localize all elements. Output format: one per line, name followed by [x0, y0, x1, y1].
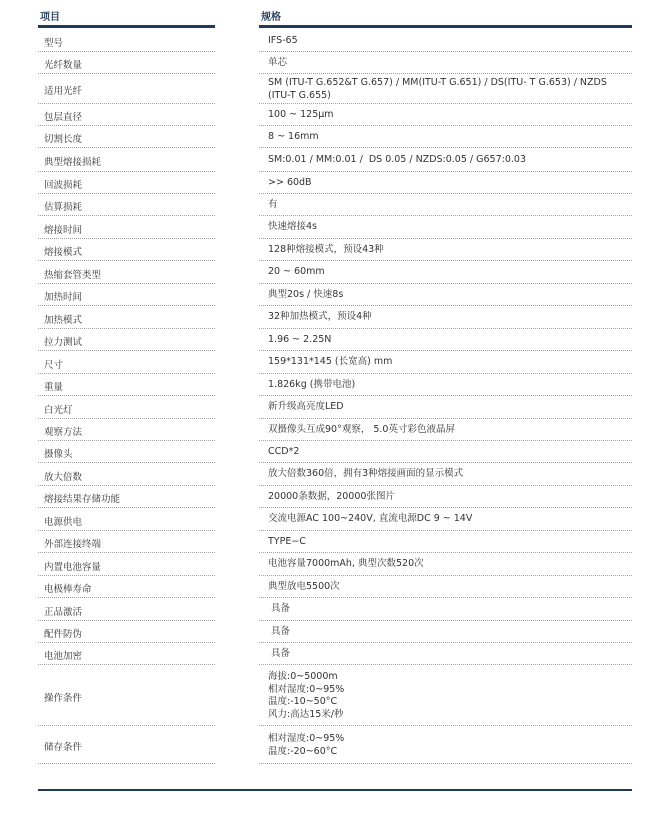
header-spec: 规格	[261, 12, 281, 23]
row-value	[268, 35, 628, 48]
value-line: 典型放电5500次	[268, 581, 340, 592]
row-label: 包层直径	[44, 112, 83, 123]
row-value	[268, 626, 628, 639]
footer-rule	[38, 789, 632, 791]
row-value	[268, 603, 628, 616]
row-value	[268, 513, 628, 526]
row-label: 储存条件	[44, 742, 83, 753]
value-line: 8 ~ 16mm	[268, 131, 319, 142]
table-row	[38, 148, 632, 172]
value-line: 相对湿度:0~95%	[268, 733, 345, 744]
value-line: 1.96 ~ 2.25N	[268, 334, 332, 345]
row-value	[268, 401, 628, 414]
row-label: 热缩套管类型	[44, 270, 102, 281]
table-row	[38, 194, 632, 216]
value-line: 具备	[268, 648, 291, 659]
value-line: 单芯	[268, 57, 288, 68]
row-value	[268, 581, 628, 594]
value-line: 海拔:0~5000m	[268, 671, 338, 682]
value-line: 双摄像头互成90°观察， 5.0英寸彩色液晶屏	[268, 424, 455, 435]
row-value	[268, 154, 628, 167]
value-line: 快速熔接4s	[268, 221, 317, 232]
row-label: 加热时间	[44, 292, 83, 303]
row-label: 电源供电	[44, 517, 83, 528]
table-row	[38, 351, 632, 374]
value-line: 100 ~ 125μm	[268, 109, 334, 120]
table-row	[38, 30, 632, 52]
row-value	[268, 671, 628, 721]
value-line: CCD*2	[268, 446, 300, 457]
table-row	[38, 576, 632, 598]
row-label: 适用光纤	[44, 86, 83, 97]
row-label: 配件防伪	[44, 629, 83, 640]
row-value	[268, 334, 628, 347]
value-line: >> 60dB	[268, 177, 312, 188]
row-value	[268, 311, 628, 324]
row-value	[268, 199, 628, 212]
row-value	[268, 558, 628, 571]
table-row	[38, 726, 632, 764]
row-value	[268, 244, 628, 257]
table-row	[38, 374, 632, 396]
table-row	[38, 553, 632, 576]
row-value	[268, 266, 628, 279]
row-label: 熔接时间	[44, 225, 83, 236]
row-value	[268, 446, 628, 459]
table-header	[38, 0, 632, 30]
row-label: 尺寸	[44, 360, 64, 371]
value-line: 159*131*145 (长宽高) mm	[268, 356, 393, 367]
row-value	[268, 77, 628, 102]
value-line: 典型20s / 快速8s	[268, 289, 344, 300]
value-line: 交流电源AC 100~240V, 直流电源DC 9 ~ 14V	[268, 513, 473, 524]
table-row	[38, 104, 632, 126]
row-label: 熔接结果存储功能	[44, 494, 121, 505]
value-line: 具备	[268, 603, 291, 614]
value-line: TYPE−C	[268, 536, 306, 547]
value-line: 温度:-20~60°C	[268, 745, 338, 757]
row-value	[268, 648, 628, 661]
row-value	[268, 733, 628, 758]
table-row	[38, 126, 632, 148]
row-value	[268, 424, 628, 437]
table-row	[38, 74, 632, 104]
value-line: (ITU-T G.655)	[268, 89, 331, 101]
value-line: 相对湿度:0~95%	[268, 683, 345, 695]
table-row	[38, 508, 632, 531]
table-row	[38, 284, 632, 306]
table-row	[38, 643, 632, 665]
table-row	[38, 665, 632, 726]
value-line: SM:0.01 / MM:0.01 / DS 0.05 / NZDS:0.05 / G657:0.03	[268, 154, 526, 165]
row-value	[268, 379, 628, 392]
value-line: 20000条数据，20000张图片	[268, 491, 395, 502]
row-label: 白光灯	[44, 405, 73, 416]
row-label: 放大倍数	[44, 472, 83, 483]
value-line: 具备	[268, 626, 291, 637]
header-rule-right	[259, 25, 632, 28]
row-label: 电极棒寿命	[44, 584, 92, 595]
row-value	[268, 289, 628, 302]
table-row	[38, 463, 632, 486]
table-row	[38, 598, 632, 621]
row-value	[268, 109, 628, 122]
row-value	[268, 491, 628, 504]
spec-table	[38, 0, 632, 764]
row-label: 加热模式	[44, 315, 83, 326]
header-rule-left	[38, 25, 215, 28]
row-value	[268, 177, 628, 190]
row-divider	[38, 763, 215, 764]
row-label: 回波损耗	[44, 180, 83, 191]
row-label: 光纤数量	[44, 60, 83, 71]
table-row	[38, 52, 632, 74]
value-line: 温度:-10~50°C	[268, 696, 338, 707]
row-label: 重量	[44, 382, 64, 393]
row-label: 内置电池容量	[44, 562, 102, 573]
table-row	[38, 396, 632, 419]
row-value	[268, 57, 628, 70]
row-label: 熔接模式	[44, 247, 83, 258]
table-row	[38, 441, 632, 463]
row-value	[268, 468, 628, 481]
table-row	[38, 531, 632, 553]
row-label: 典型熔接损耗	[44, 157, 102, 168]
table-row	[38, 329, 632, 351]
value-line: 放大倍数360倍，拥有3种熔接画面的显示模式	[268, 468, 464, 479]
value-line: 电池容量7000mAh, 典型次数520次	[268, 558, 424, 569]
table-row	[38, 486, 632, 508]
value-line: 20 ~ 60mm	[268, 266, 325, 277]
row-value	[268, 536, 628, 549]
row-value	[268, 356, 628, 369]
table-row	[38, 261, 632, 284]
row-label: 摄像头	[44, 449, 73, 460]
row-value	[268, 221, 628, 234]
row-label: 电池加密	[44, 651, 83, 662]
value-line: SM (ITU-T G.652&T G.657) / MM(ITU-T G.651) / DS(ITU- T G.653) / NZDS	[268, 77, 607, 88]
table-row	[38, 239, 632, 261]
table-row	[38, 621, 632, 643]
row-label: 操作条件	[44, 693, 83, 704]
value-line: 128种熔接模式，预设43种	[268, 244, 384, 255]
value-line: 风力:高达15米/秒	[268, 708, 344, 720]
row-label: 估算损耗	[44, 202, 83, 213]
value-line: 新升级高亮度LED	[268, 401, 344, 412]
value-line: 1.826kg (携带电池)	[268, 379, 356, 390]
value-line: 有	[268, 199, 278, 210]
row-label: 拉力测试	[44, 337, 83, 348]
row-label: 正品激活	[44, 607, 83, 618]
value-line: 32种加热模式，预设4种	[268, 311, 372, 322]
row-label: 切割长度	[44, 134, 83, 145]
row-label: 外部连接终端	[44, 539, 102, 550]
row-divider	[259, 763, 632, 764]
table-body	[38, 30, 632, 764]
table-row	[38, 306, 632, 329]
table-row	[38, 419, 632, 441]
header-item: 项目	[40, 12, 60, 23]
row-label: 观察方法	[44, 427, 83, 438]
table-row	[38, 216, 632, 239]
row-label: 型号	[44, 38, 64, 49]
value-line: IFS-65	[268, 35, 298, 46]
table-row	[38, 172, 632, 194]
row-value	[268, 131, 628, 144]
